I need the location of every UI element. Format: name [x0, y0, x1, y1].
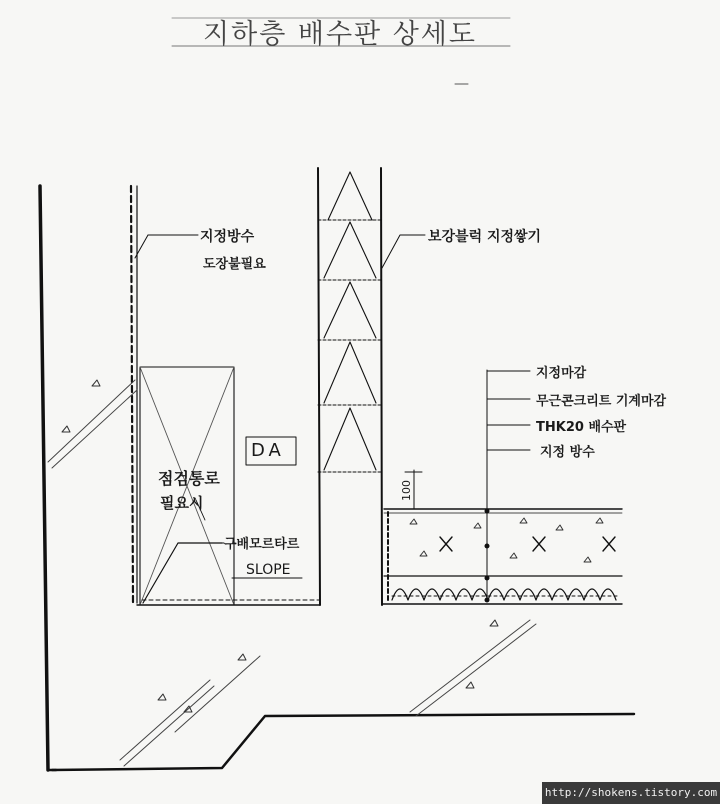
- label-mortar: 구배모르타르: [224, 537, 300, 552]
- label-access-line1: 점검통로: [158, 469, 220, 488]
- label-da: DA: [251, 440, 285, 461]
- block-right-line: [381, 168, 382, 605]
- leader-block: [382, 235, 425, 268]
- label-slope: SLOPE: [246, 562, 291, 578]
- outer-wall-line: [40, 186, 48, 770]
- drawing-title: 지하층 배수판 상세도: [203, 19, 477, 50]
- aggregate-marks: [62, 380, 603, 712]
- drain-board-profile: [392, 589, 616, 600]
- label-block-note: 보강블럭 지정쌓기: [428, 229, 542, 245]
- block-left-line: [318, 168, 320, 605]
- label-concrete: 무근콘크리트 기계마감: [536, 394, 667, 409]
- label-finish: 지정마감: [536, 366, 587, 381]
- earth-hatching: [48, 380, 536, 766]
- title-area: [175, 12, 505, 50]
- label-access-line2: 필요시: [160, 494, 204, 512]
- label-dimension: 100: [400, 480, 413, 501]
- watermark-url[interactable]: http://shokens.tistory.com: [542, 782, 720, 804]
- block-courses: [318, 172, 381, 472]
- mortar-slope: [143, 543, 222, 603]
- label-waterproof-line1: 지정방수: [200, 229, 255, 245]
- label-drain-board: THK20 배수판: [536, 420, 627, 435]
- concrete-x-marks: [440, 537, 615, 551]
- label-waterproof2: 지정 방수: [540, 445, 595, 460]
- slab-outline: [52, 714, 634, 770]
- label-waterproof-line2: 도장불필요: [203, 257, 266, 272]
